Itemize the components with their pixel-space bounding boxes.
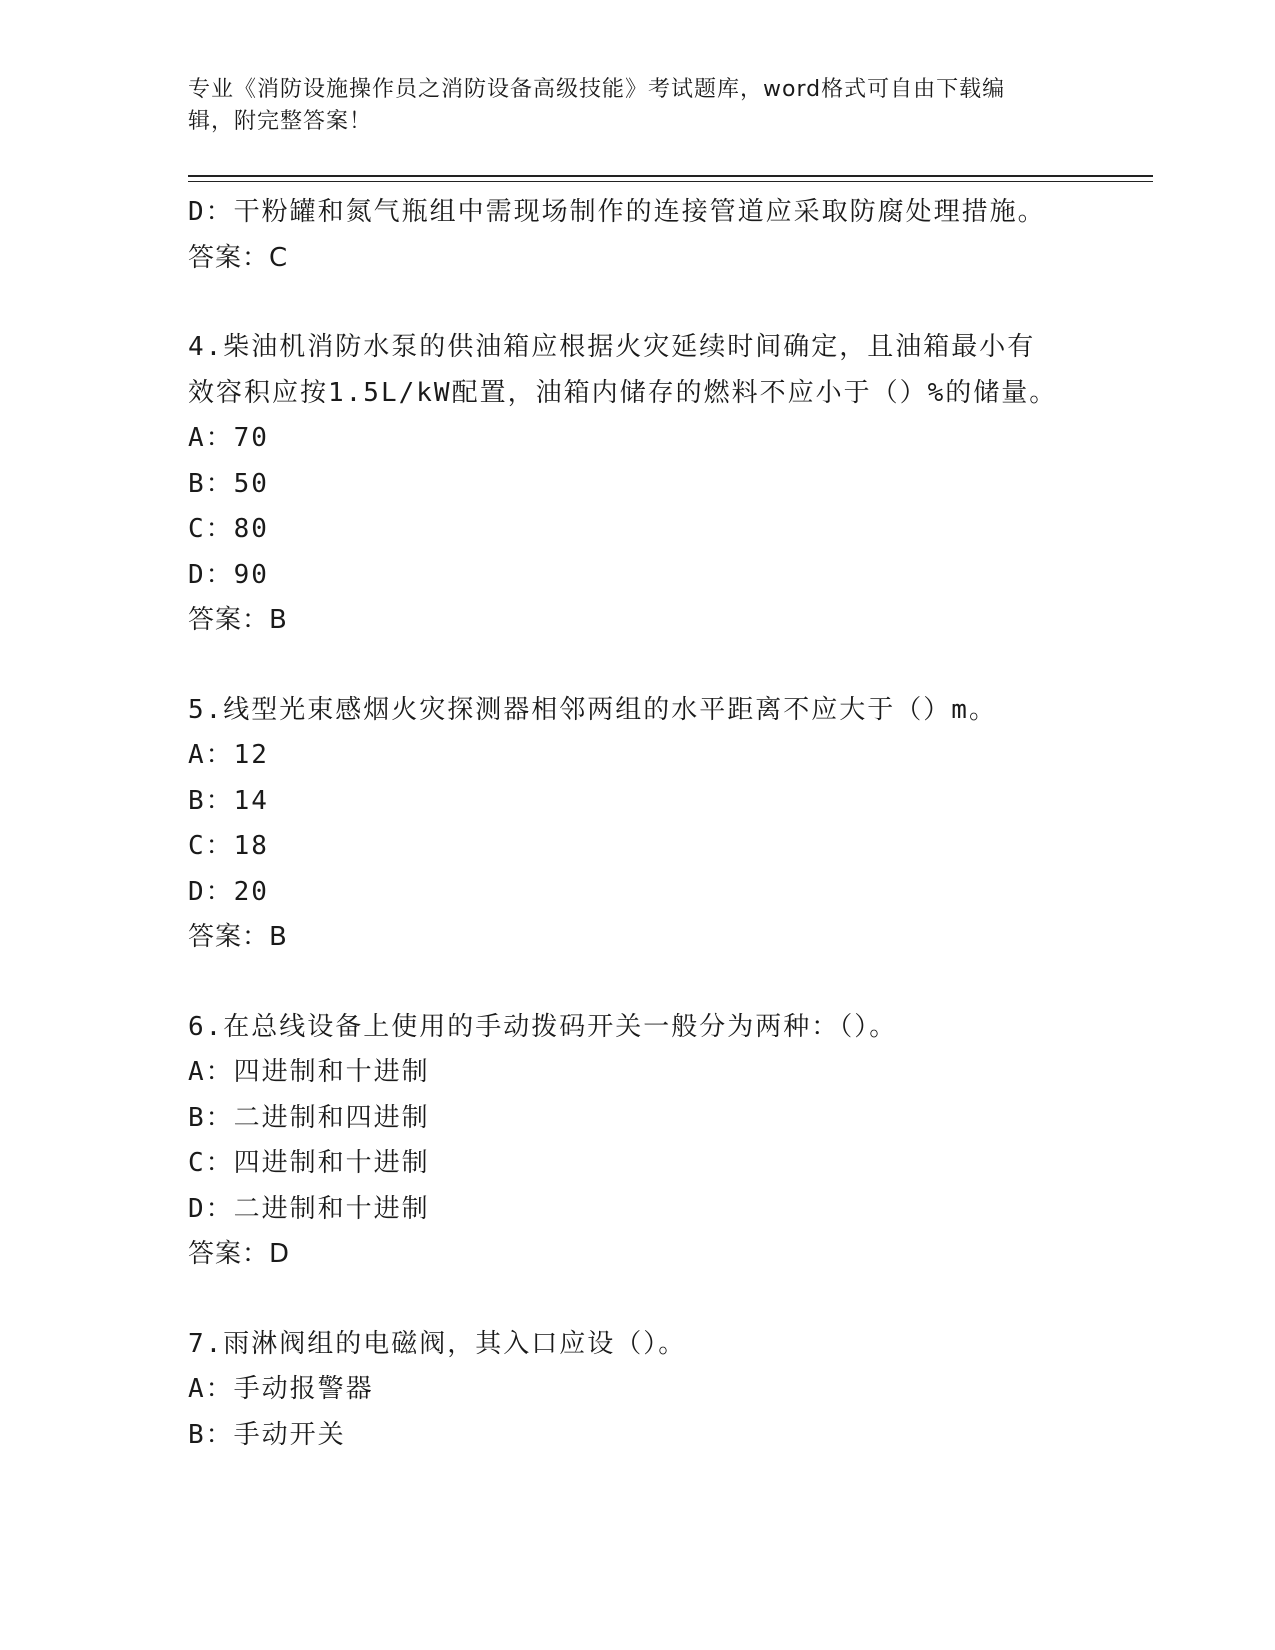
question-stem: 6.在总线设备上使用的手动拨码开关一般分为两种：（）。: [188, 1011, 898, 1042]
option-c: C：18: [188, 831, 269, 861]
option-a: A：70: [188, 423, 269, 453]
option-d: D：二进制和十进制: [188, 1193, 430, 1224]
spacer: [188, 1278, 1088, 1322]
document-header: [188, 74, 1068, 138]
option-d: D：20: [188, 876, 269, 907]
question-stem: 4.柴油机消防水泵的供油箱应根据火灾延续时间确定，且油箱最小有: [188, 332, 1036, 362]
question-stem: 5.线型光束感烟火灾探测器相邻两组的水平距离不应大于（）m。: [188, 694, 997, 725]
option-a: A：四进制和十进制: [188, 1057, 430, 1087]
spacer: [188, 644, 1088, 688]
header-line-1: 专业《消防设施操作员之消防设备高级技能》考试题库，word格式可自由下载编: [188, 77, 1006, 102]
question-content: [188, 190, 1088, 1458]
option-c: C：80: [188, 514, 269, 544]
option-d: D：90: [188, 559, 269, 590]
question-5: [188, 688, 1088, 961]
question-6: [188, 1005, 1088, 1278]
option-c: C：四进制和十进制: [188, 1148, 430, 1178]
option-a: A：手动报警器: [188, 1374, 374, 1404]
spacer: [188, 281, 1088, 325]
option-b: B：14: [188, 785, 269, 816]
option-a: A：12: [188, 740, 269, 770]
option-b: B：50: [188, 468, 269, 499]
header-divider-thick: [188, 175, 1153, 177]
question-stem: 7.雨淋阀组的电磁阀，其入口应设（）。: [188, 1328, 687, 1359]
question-4: [188, 325, 1088, 644]
option-b: B：二进制和四进制: [188, 1102, 430, 1133]
option-d-fragment: D：干粉罐和氮气瓶组中需现场制作的连接管道应采取防腐处理措施。: [188, 197, 1046, 227]
option-b: B：手动开关: [188, 1419, 346, 1450]
answer: 答案：D: [188, 1239, 291, 1269]
question-stem-continued: 效容积应按1.5L/kW配置，油箱内储存的燃料不应小于（）%的储量。: [188, 377, 1058, 408]
answer: 答案：B: [188, 922, 288, 952]
spacer: [188, 961, 1088, 1005]
answer: 答案：B: [188, 605, 288, 635]
header-divider-thin: [188, 181, 1153, 182]
question-7: [188, 1322, 1088, 1459]
answer-fragment: 答案：C: [188, 242, 289, 273]
header-line-2: 辑，附完整答案！: [188, 109, 373, 134]
